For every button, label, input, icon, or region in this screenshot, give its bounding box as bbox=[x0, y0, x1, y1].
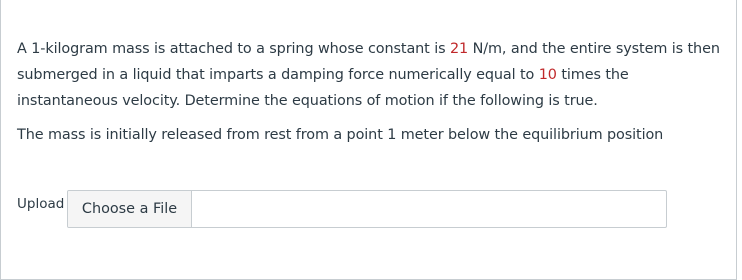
selected-file-name bbox=[192, 191, 666, 227]
upload-row bbox=[17, 190, 667, 230]
damping-factor-value: 10 bbox=[538, 67, 557, 83]
spring-constant-value: 21 bbox=[449, 41, 469, 57]
question-condition: The mass is initially released from rest from a point 1 meter below the equilibrium position bbox=[17, 127, 664, 143]
question-text-part3: times the instantaneous velocity. Determine the equations of motion if the following is true. bbox=[17, 67, 629, 109]
question-prompt bbox=[17, 36, 722, 114]
question-body bbox=[17, 36, 722, 148]
upload-label: Upload bbox=[17, 196, 65, 212]
file-upload-field[interactable] bbox=[67, 190, 667, 228]
choose-file-button[interactable]: Choose a File bbox=[68, 191, 192, 227]
question-text-part2: N/m, and the entire system is then submerged in a liquid that imparts a damping force numerically equal to bbox=[17, 41, 720, 83]
question-text-part1: A 1-kilogram mass is attached to a spring whose constant is bbox=[17, 41, 450, 57]
